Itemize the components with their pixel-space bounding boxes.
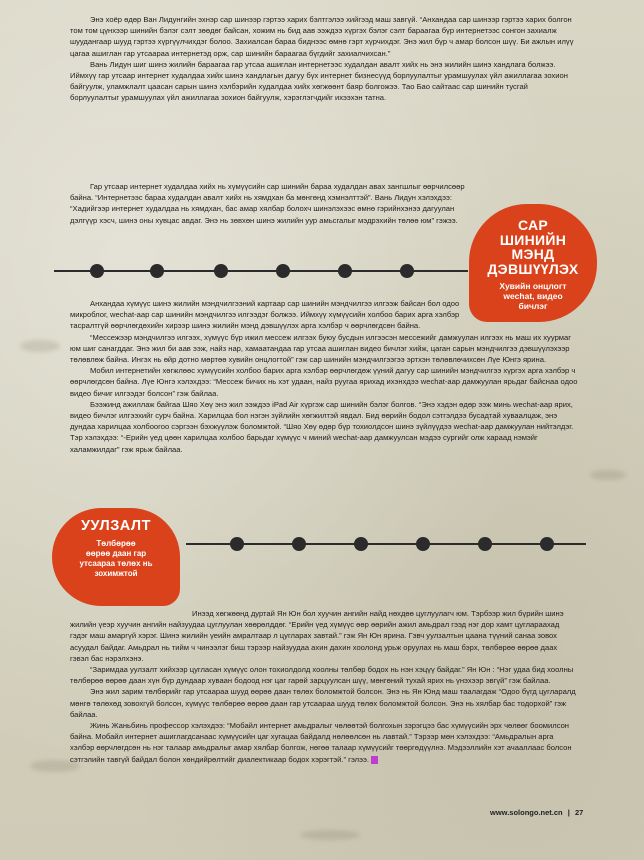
paragraph: “Мессежээр мэндчилгээ илгээх, хүмүүс бүр ижил мессеж илгээх буюу бусдын илгээсэн мессежийг дамжуулан илгээх нь маш их хуурмаг юм шиг санагддаг. Энэ жил би аав ээж, найз нар, хамаатандаа гар утсаа ашиглан видео бичлэг хийж, цаган сарын мэндчилгээ дэвшүүлэхээр төлөвлөж байна. Ингэх нь өйр дотно мөртөө хувийн онцлогтой” гэж сар шинийн мэндчилгээгээ эртхэн төлөвлөчихсөн Лүе Юнгэ ярина.	[70, 332, 572, 365]
badge-subtitle: Хувийн онцлогт wechat, видео бичлэг	[499, 281, 567, 311]
footer-site: www.solongo.net.cn	[490, 808, 563, 817]
badge-title: САР ШИНИЙН МЭНД ДЭВШҮҮЛЭХ	[487, 217, 579, 277]
page-number: 27	[574, 808, 584, 817]
badge-title: УУЛЗАЛТ	[81, 518, 151, 534]
timeline-dot	[400, 264, 414, 278]
timeline-divider	[54, 264, 468, 278]
section3-text	[70, 608, 578, 765]
timeline-dot	[90, 264, 104, 278]
paragraph: Жинь Жаньбинь профессор хэлэхдээ: “Мобайл интернет амьдралыг чөлөөтэй болгохын зэрэгцээ бас хүмүүсийн эрх чөлөөг боомилсон байна. Мобайл интернет ашиглагдсанаас хүмүүсийн цаг хугацаа байдалд нөлөөлсөн нь лавтай.” Тэрээр мөн хэлэхдээ: “Амьдралын арга хэлбэр өөрчлөгдсөн нь нэг талаар амьдралыг амар хялбар болгож, нөгөө талаар хүмүүсийг төөргөдүүлнэ. Мэдээллийн хэт ачааллаас болсон сэтгэлийн тавгүй байдал болон хөндийрөлтийг диалектикаар бодох хэрэгтэй.” гэлээ.	[70, 721, 572, 764]
timeline-line	[186, 543, 586, 545]
page-footer	[490, 808, 583, 817]
timeline-dot	[276, 264, 290, 278]
timeline-dot	[416, 537, 430, 551]
paragraph: Энэ хоёр өдөр Ван Лидунгийн эхнэр сар шинээр гэртээ харих бэлтгэлээ хийгээд маш завгүй. “Анхандаа сар шинээр гэртээ харих болгон том том цүнхээр шинийн бэлэг сэлт зөөдөг байсан, хожим нь бид аав ээждээ хүргэх бэлэг сэлт бараагаа бүр интернетээс сонгон захиалж шуудангаар шууд гэртээ хүргүүлчихдэг болоо. Захиалсан бараа биднээс өмнө гэрт хүрчихдэг. Энэ жил бүр ч амар болсон шүү. Би ажлын илүү цагаа ашиглан гар утсаараа интернетэд орж, сар шинийн бараагаа бүгдийг захиалчихсан.”	[70, 15, 574, 58]
paragraph: Вань Лидун шиг шинэ жилийн бараагаа гар утсаа ашиглан интернетээс худалдан авалт хийх нь энэ жилийн шинэ хандлага болжээ. Иймхүү гар утсаар интернет худалдаа хийх шинэ хандлагын дагуу бүх интернет бизнесүүд борлуулалтыг урамшуулах үйл ажиллагаа зохион байгуулж, уламжлалт цаасан сарын шинэ хэлбэрийн худалдаа хийх хөгжөөнт баяр болгожээ. Тао Бао сайтаас сар шинийн тусгай борлуулалтыг урамшуулах үйл ажиллагаа зохион байгуулж, хэрэглэгчдийг ихээхэн татна.	[70, 59, 568, 103]
timeline-dot	[214, 264, 228, 278]
timeline-dot	[540, 537, 554, 551]
timeline-dot	[354, 537, 368, 551]
paragraph: Анхандаа хүмүүс шинэ жилийн мэндчилгээний картаар сар шинийн мэндчилгээ илгээж байсан бол одоо микроблог, wechat-аар сар шинийн мэндчилгээ илгээдэг болжээ. Иймхүү хүмүүсийн холбоо барих арга хэлбэр тасралтгүй өөрчлөгдөхийн хирээр шинэ жилийн мэнд дэвшүүлэх арга хэлбэр ч өөрчлөгдсөн байна.	[70, 299, 460, 331]
timeline-divider	[186, 537, 586, 551]
paragraph: Гар утсаар интернет худалдаа хийх нь хүмүүсийн сар шинийн бараа худалдан авах зангшлыг өөрчилсөөр байна. “Интернетээс бараа худалдан авалт хийх нь хямдхан ба мөнгөнд хэмнэлттэй”. Вань Лидун хэлэхдээ: “Хадийгээр интернет худалдаа нь хямдхан, бас амар хялбар болохч шинэлэхээс өмнө гэрийнхэнээ дагуулан дэлгүүр хэсч, шинэ оны хувцас авдаг. Энэ нь зөвхөн шинэ жилийн уур амьсгалыг мэдрэхийн төлөө юм” гэжээ.	[70, 182, 465, 225]
section2-text	[70, 298, 578, 455]
badge-subtitle: Төлбөрөө өөрөө даан гар утсаараа төлөх нь зохимжтой	[79, 539, 153, 578]
background-texture	[300, 830, 360, 840]
timeline-dot	[478, 537, 492, 551]
section-badge-meeting	[52, 508, 180, 606]
footer-separator: |	[567, 808, 570, 817]
timeline-dot	[150, 264, 164, 278]
end-of-article-icon	[371, 756, 378, 764]
background-texture	[590, 470, 626, 480]
timeline-dot	[338, 264, 352, 278]
paragraph: Энэ жил зарим төлбөрийг гар утсаараа шууд өөрөө даан төлөх боломжтой болсон. Энэ нь Ян Юнд маш таалагдаж “Одоо бүгд цугларалд мөнгө төлөхөд зовохгүй болсон, хүмүүс төлбөрөө өөрөө даан гар утсаараа шууд төлөх боломжтой болсон. Энэ нь хялбар бас тодорхой” гэж байлаа.	[70, 687, 576, 719]
section1-text-narrow	[70, 181, 470, 226]
paragraph: “Заримдаа уулзалт хийхээр цугласан хүмүүс олон тохиолдолд хоолны төлбөр бодох нь нэн хэцүү байдаг.” Ян Юн : “Нэг удаа бид хоолны төлбөрөө өөрөө даан хүн бүр дундаар хуваан бодоод нэг цаг гарөй зарцуулсан шүү, мөнгөний тухай ярих нь үнэхээр эвгүй” гэж байлаа.	[70, 665, 574, 686]
timeline-dot	[292, 537, 306, 551]
paragraph: Инээд хөгжөөнд дуртай Ян Юн бол хуучин ангийн найд нөхдөө цуглуулагч юм. Тэрбээр жил бүрийн шинэ жилийн үеэр хуучин ангийн найзуудаа цуглуулан хөөрөлддөг. “Ерийн үед хүмүүс өөр өөрийн ажил амьдрал гээд нэг дор хамт цуглараахад гэдэг маш амаргүй хэрэг. Шинэ жилийн үеийн амралтаар л цуглараx завтай.” гэж Ян Юн ярина. Гэвч уулзалтын цаана түүний санаа зовох асуудал байдаг. Амьдрал нь тийм ч чинээлэг биш тэрээр найзуудаа ахин дахин хоолонд урьж оруулах нь маш бэрх, төлбөрөө өөрөө даах гэвэл бас нэрэлхэнэ.	[70, 609, 564, 663]
section1-text	[70, 14, 578, 104]
timeline-dot	[230, 537, 244, 551]
paragraph: Мобил интернетийн хөгжлөөс хүмүүсийн холбоо барих арга хэлбэр өөрчлөгдөж үүний дагуу сар шинийн мэндчилгээ хүргэх арга хэлбэр ч өөрчлөгдсөн байна. Лүе Юнгэ хэлэхдээ: “Мессеж бичих нь хэт удаан, найз руугаа ярихад ихэнхдээ wechat-аар дамжуулан ярьдаг байснаа одоо видео бичиг илгээдэг болсон” гэж байлаа.	[70, 366, 578, 398]
background-texture	[20, 340, 60, 352]
paragraph: Бээжинд ажиллаж байгаа Шяо Хөү энэ жил ээждээ iPad Air хүргэж сар шинийн бэлэг болгов. “Энэ хэдэн өдөр ээж минь wechat-аар ярих, видео бичлэг илгээхийг сурч байна. Харилцаа бол нэгэн зүйлийн хөгжилтэй явдал. Бид өөрийн бодол сэтгэлдээ бусадтай хуваалцаж, энэ дундаа харилцаа холбоогоо сэргээн бэхжүүлэж боломжтой. “Шяо Хөү өдөр бүр тохиолдсон шинэ зүйлүүдээ wechat-аар дамжуулан нийтэлдэг. Тэр хэлэхдээ: “-Ерийн үед цөөн харилцаа холбоо барьдаг хүмүүс ч миний wechat-аар дамжуулсан мэдээ сургийг олж харaад нэмэйг халамжилдаг” гэж ярьж байлаа.	[70, 399, 574, 454]
